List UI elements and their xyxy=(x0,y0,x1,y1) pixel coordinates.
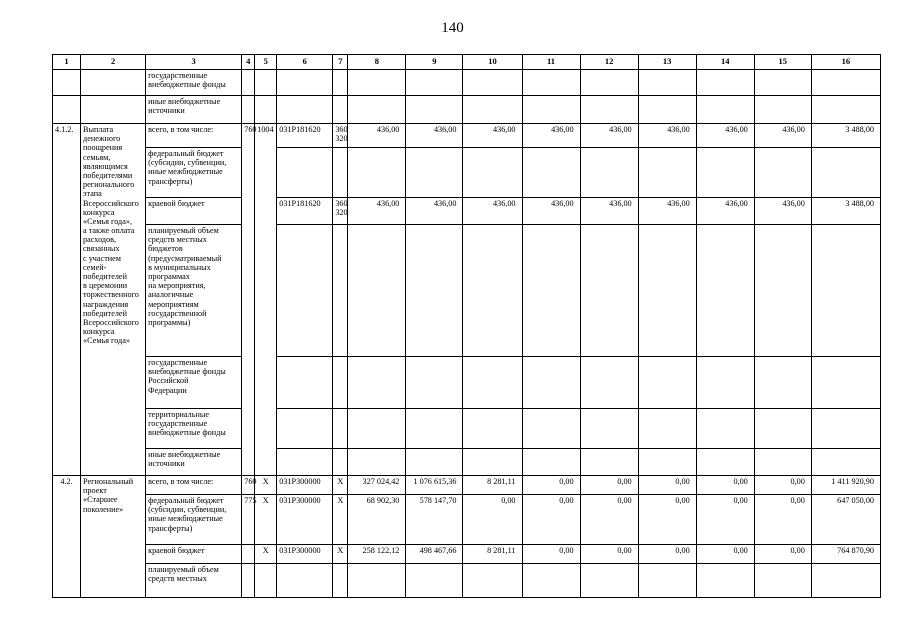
value-cell: 436,00 xyxy=(580,124,638,148)
value-cell: 436,00 xyxy=(463,124,522,148)
cell xyxy=(522,564,580,598)
cell xyxy=(638,357,696,409)
cell xyxy=(754,225,811,357)
column-header: 7 xyxy=(333,55,348,70)
header-row xyxy=(53,55,881,70)
table-row xyxy=(53,148,881,198)
cell xyxy=(406,449,463,476)
cell xyxy=(580,449,638,476)
table-row xyxy=(53,70,881,96)
cell xyxy=(333,70,348,96)
section-code: X xyxy=(255,545,277,564)
cell xyxy=(638,96,696,124)
cell xyxy=(754,148,811,198)
cell xyxy=(580,96,638,124)
cell xyxy=(333,564,348,598)
funding-source: государственные внебюджетные фонды xyxy=(146,70,242,96)
expense-type: X xyxy=(333,495,348,545)
cell xyxy=(277,564,333,598)
item-description: Выплата денежного поощрения семьям, являющимся победителями регионального этапа Всероссийского конкурса «Семья года», а также оплата расходов, связанных с участием семей- победителей в церемонии торжественного награждения победителей Всероссийского конкурса «Семья года» xyxy=(81,124,146,476)
value-cell: 436,00 xyxy=(638,124,696,148)
target-code: 031P300000 xyxy=(277,495,333,545)
cell xyxy=(696,96,754,124)
value-cell: 0,00 xyxy=(580,476,638,495)
value-cell: 0,00 xyxy=(638,476,696,495)
target-code: 031P181620 xyxy=(277,124,333,148)
value-cell: 436,00 xyxy=(406,198,463,225)
value-cell: 436,00 xyxy=(406,124,463,148)
cell xyxy=(638,225,696,357)
value-cell: 436,00 xyxy=(522,124,580,148)
cell xyxy=(277,409,333,449)
value-cell: 0,00 xyxy=(638,495,696,545)
cell xyxy=(638,564,696,598)
value-cell: 0,00 xyxy=(580,495,638,545)
column-header: 15 xyxy=(754,55,811,70)
value-cell: 0,00 xyxy=(696,495,754,545)
cell xyxy=(348,449,406,476)
value-cell: 436,00 xyxy=(463,198,522,225)
gov-code: 775 xyxy=(242,495,255,545)
cell xyxy=(406,564,463,598)
funding-source: краевой бюджет xyxy=(146,545,242,564)
section-code: 1004 xyxy=(255,124,277,476)
funding-source: федеральный бюджет (субсидии, субвенции, иные межбюджетные трансферты) xyxy=(146,148,242,198)
cell xyxy=(81,96,146,124)
cell xyxy=(696,409,754,449)
cell xyxy=(638,70,696,96)
funding-source: краевой бюджет xyxy=(146,198,242,225)
cell xyxy=(696,357,754,409)
expense-type: 360 320 xyxy=(333,198,348,225)
cell xyxy=(696,564,754,598)
cell xyxy=(811,225,880,357)
column-header: 12 xyxy=(580,55,638,70)
table-row xyxy=(53,545,881,564)
cell xyxy=(255,564,277,598)
item-number: 4.2. xyxy=(53,476,81,598)
cell xyxy=(348,225,406,357)
cell xyxy=(638,409,696,449)
value-cell: 0,00 xyxy=(522,495,580,545)
cell xyxy=(463,225,522,357)
cell xyxy=(333,148,348,198)
column-header: 10 xyxy=(463,55,522,70)
table-row xyxy=(53,409,881,449)
value-cell: 0,00 xyxy=(463,495,522,545)
value-cell: 436,00 xyxy=(348,198,406,225)
value-cell: 0,00 xyxy=(638,545,696,564)
cell xyxy=(348,409,406,449)
value-cell: 0,00 xyxy=(754,476,811,495)
cell xyxy=(81,70,146,96)
section-code: X xyxy=(255,476,277,495)
cell xyxy=(277,225,333,357)
cell xyxy=(463,357,522,409)
cell xyxy=(754,96,811,124)
table-row xyxy=(53,124,881,148)
value-cell: 258 122,12 xyxy=(348,545,406,564)
cell xyxy=(277,357,333,409)
cell xyxy=(406,409,463,449)
value-cell: 0,00 xyxy=(754,545,811,564)
cell xyxy=(754,70,811,96)
table-row xyxy=(53,449,881,476)
value-cell: 0,00 xyxy=(754,495,811,545)
gov-code: 760 xyxy=(242,476,255,495)
column-header: 6 xyxy=(277,55,333,70)
cell xyxy=(277,449,333,476)
cell xyxy=(696,449,754,476)
value-cell: 578 147,70 xyxy=(406,495,463,545)
cell xyxy=(406,148,463,198)
expense-type: 360 320 xyxy=(333,124,348,148)
column-header: 2 xyxy=(81,55,146,70)
value-cell: 436,00 xyxy=(348,124,406,148)
value-cell: 436,00 xyxy=(580,198,638,225)
gov-code: 760 xyxy=(242,124,255,476)
cell xyxy=(406,225,463,357)
table-row xyxy=(53,476,881,495)
cell xyxy=(463,564,522,598)
gov-code xyxy=(242,545,255,564)
cell xyxy=(754,357,811,409)
value-cell: 0,00 xyxy=(580,545,638,564)
page-number: 140 xyxy=(441,20,464,36)
cell xyxy=(811,357,880,409)
cell xyxy=(348,564,406,598)
table-row xyxy=(53,198,881,225)
cell xyxy=(348,96,406,124)
cell xyxy=(638,449,696,476)
cell xyxy=(580,357,638,409)
cell xyxy=(277,148,333,198)
cell xyxy=(696,70,754,96)
value-cell: 3 488,00 xyxy=(811,198,880,225)
funding-source: всего, в том числе: xyxy=(146,124,242,148)
cell xyxy=(522,357,580,409)
funding-source: планируемый объем средств местных бюджетов (предусматриваемый в муниципальных программах на мероприятия, аналогичные мероприятиям государственной программы) xyxy=(146,225,242,357)
cell xyxy=(696,148,754,198)
cell xyxy=(348,148,406,198)
funding-source: всего, в том числе: xyxy=(146,476,242,495)
item-description: Региональный проект «Старшее поколение» xyxy=(81,476,146,598)
cell xyxy=(811,409,880,449)
cell xyxy=(811,564,880,598)
cell xyxy=(580,148,638,198)
table-row xyxy=(53,225,881,357)
value-cell: 0,00 xyxy=(522,476,580,495)
value-cell: 436,00 xyxy=(754,198,811,225)
value-cell: 0,00 xyxy=(522,545,580,564)
cell xyxy=(463,449,522,476)
value-cell: 0,00 xyxy=(696,476,754,495)
value-cell: 8 281,11 xyxy=(463,476,522,495)
cell xyxy=(811,96,880,124)
value-cell: 498 467,66 xyxy=(406,545,463,564)
value-cell: 0,00 xyxy=(696,545,754,564)
value-cell: 436,00 xyxy=(696,124,754,148)
cell xyxy=(580,564,638,598)
cell xyxy=(580,409,638,449)
value-cell: 1 076 615,36 xyxy=(406,476,463,495)
funding-source: государственные внебюджетные фонды Российской Федерации xyxy=(146,357,242,409)
cell xyxy=(333,96,348,124)
cell xyxy=(333,449,348,476)
cell xyxy=(522,148,580,198)
table-row xyxy=(53,357,881,409)
cell xyxy=(580,70,638,96)
column-header: 14 xyxy=(696,55,754,70)
table-row xyxy=(53,495,881,545)
cell xyxy=(522,70,580,96)
cell xyxy=(406,357,463,409)
budget-table xyxy=(52,54,881,598)
cell xyxy=(277,96,333,124)
cell xyxy=(333,357,348,409)
column-header: 4 xyxy=(242,55,255,70)
column-header: 3 xyxy=(146,55,242,70)
value-cell: 436,00 xyxy=(754,124,811,148)
column-header: 5 xyxy=(255,55,277,70)
cell xyxy=(811,70,880,96)
cell xyxy=(333,409,348,449)
cell xyxy=(463,96,522,124)
item-number: 4.1.2. xyxy=(53,124,81,476)
funding-source: федеральный бюджет (субсидии, субвенции, иные межбюджетные трансферты) xyxy=(146,495,242,545)
cell xyxy=(754,449,811,476)
cell xyxy=(53,70,81,96)
cell xyxy=(242,96,255,124)
target-code: 031P181620 xyxy=(277,198,333,225)
cell xyxy=(348,70,406,96)
cell xyxy=(811,449,880,476)
cell xyxy=(522,409,580,449)
funding-source: иные внебюджетные источники xyxy=(146,449,242,476)
cell xyxy=(811,148,880,198)
column-header: 13 xyxy=(638,55,696,70)
cell xyxy=(242,70,255,96)
cell xyxy=(463,409,522,449)
target-code: 031P300000 xyxy=(277,476,333,495)
cell xyxy=(638,148,696,198)
cell xyxy=(53,96,81,124)
value-cell: 1 411 920,90 xyxy=(811,476,880,495)
cell xyxy=(754,409,811,449)
cell xyxy=(580,225,638,357)
expense-type: X xyxy=(333,545,348,564)
section-code: X xyxy=(255,495,277,545)
cell xyxy=(522,96,580,124)
table-row xyxy=(53,96,881,124)
column-header: 16 xyxy=(811,55,880,70)
value-cell: 436,00 xyxy=(638,198,696,225)
funding-source: иные внебюджетные источники xyxy=(146,96,242,124)
value-cell: 68 902,30 xyxy=(348,495,406,545)
cell xyxy=(406,70,463,96)
column-header: 9 xyxy=(406,55,463,70)
funding-source: территориальные государственные внебюджетные фонды xyxy=(146,409,242,449)
value-cell: 764 870,90 xyxy=(811,545,880,564)
cell xyxy=(463,148,522,198)
cell xyxy=(463,70,522,96)
cell xyxy=(522,225,580,357)
column-header: 1 xyxy=(53,55,81,70)
cell xyxy=(696,225,754,357)
cell xyxy=(333,225,348,357)
cell xyxy=(754,564,811,598)
value-cell: 8 281,11 xyxy=(463,545,522,564)
value-cell: 3 488,00 xyxy=(811,124,880,148)
value-cell: 327 024,42 xyxy=(348,476,406,495)
target-code: 031P300000 xyxy=(277,545,333,564)
cell xyxy=(277,70,333,96)
cell xyxy=(255,70,277,96)
cell xyxy=(242,564,255,598)
cell xyxy=(522,449,580,476)
column-header: 8 xyxy=(348,55,406,70)
cell xyxy=(348,357,406,409)
value-cell: 436,00 xyxy=(522,198,580,225)
expense-type: X xyxy=(333,476,348,495)
funding-source: планируемый объем средств местных xyxy=(146,564,242,598)
cell xyxy=(406,96,463,124)
cell xyxy=(255,96,277,124)
value-cell: 647 050,00 xyxy=(811,495,880,545)
table-row xyxy=(53,564,881,598)
column-header: 11 xyxy=(522,55,580,70)
value-cell: 436,00 xyxy=(696,198,754,225)
